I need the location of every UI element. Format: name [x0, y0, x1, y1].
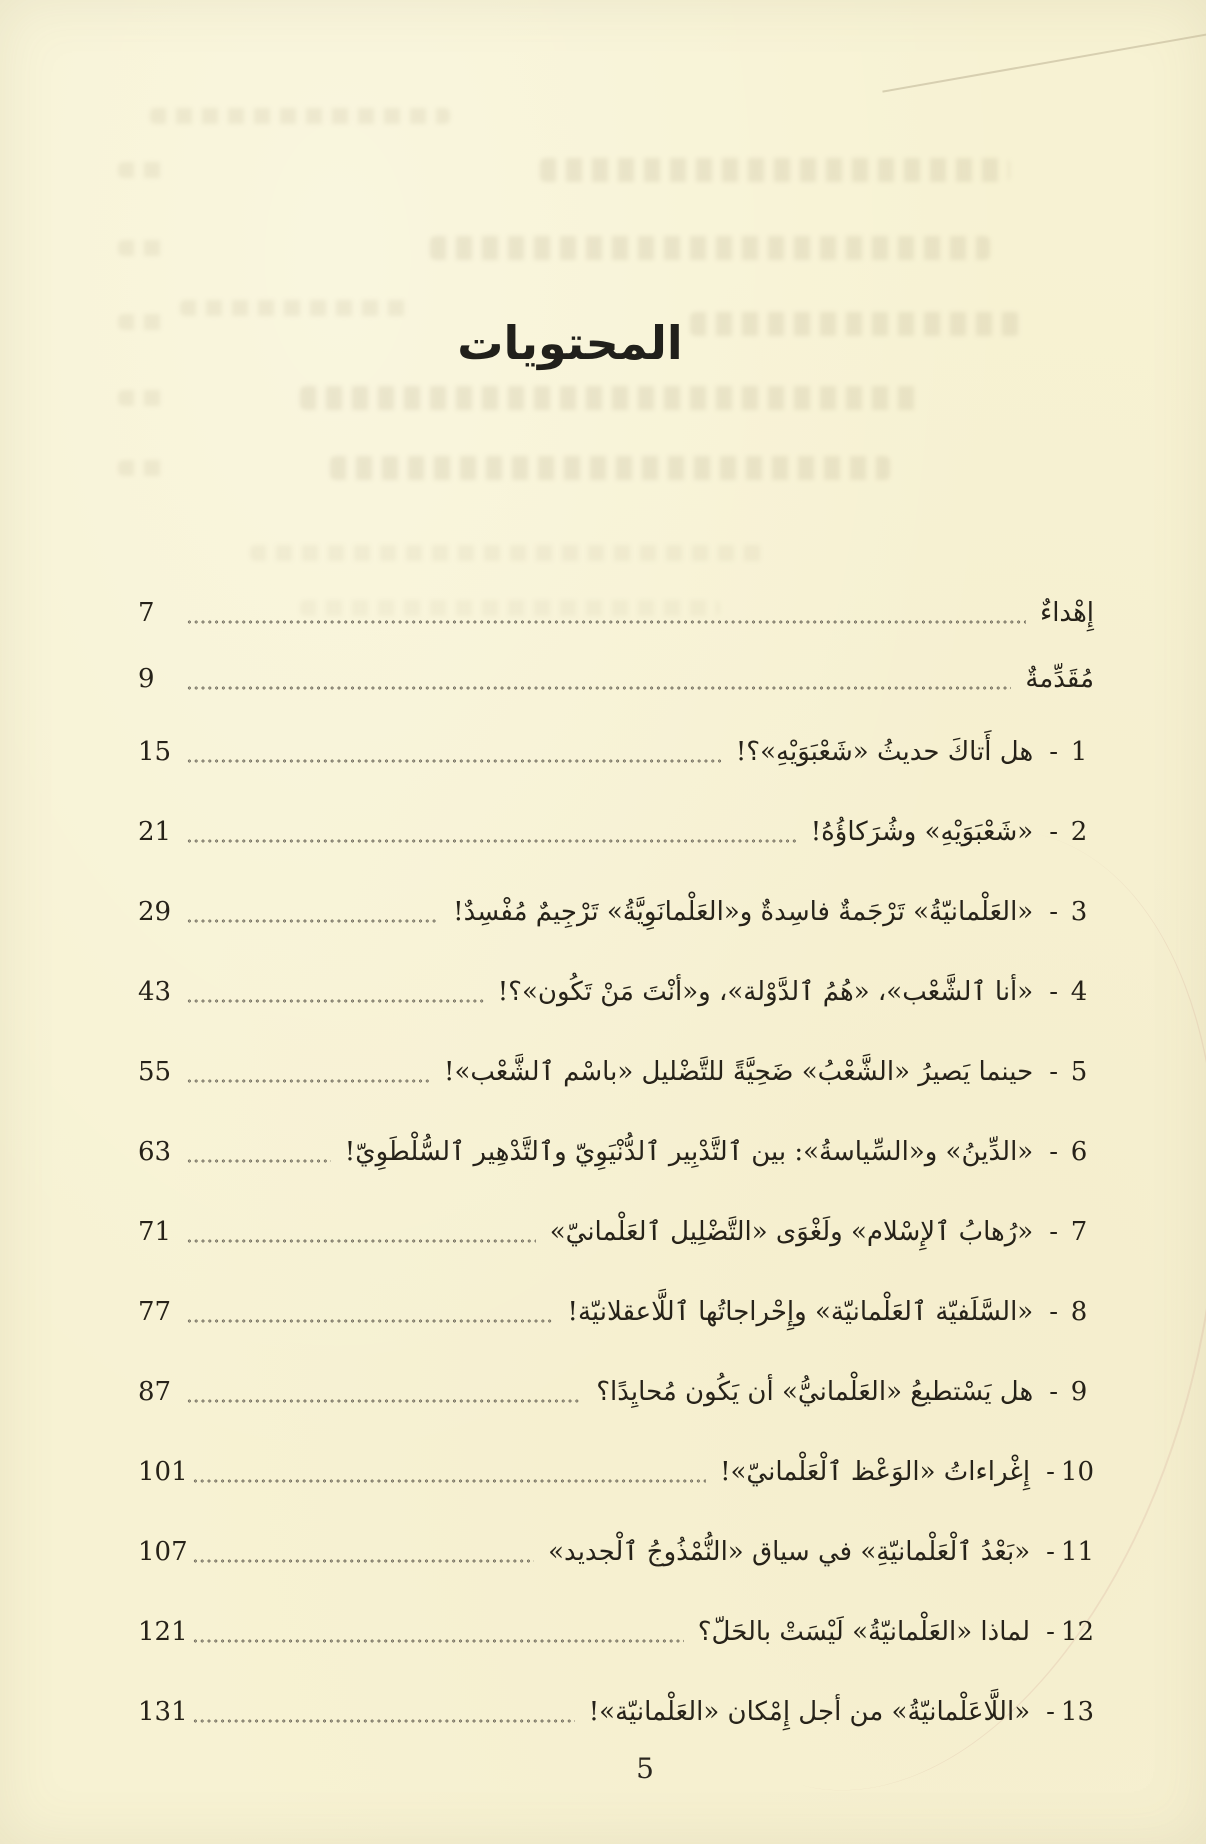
toc-list [0, 580, 1206, 1752]
bleed-through-line [300, 386, 920, 410]
chapter-dash: - [1049, 737, 1058, 767]
entry-label: هل يَسْتطيعُ «العَلْمانيُّ» أن يَكُون مُحايِدًا؟ [596, 1377, 1034, 1407]
chapter-dash: - [1049, 1217, 1058, 1247]
toc-row-chapter-5 [138, 1032, 1094, 1112]
chapter-dash: - [1046, 1617, 1055, 1647]
dot-leader [186, 683, 1011, 693]
chapter-number: 3 [1070, 897, 1088, 927]
toc-row-chapter-2 [138, 792, 1094, 872]
chapter-number: 7 [1070, 1217, 1088, 1247]
chapter-dash: - [1049, 1057, 1058, 1087]
toc-row-chapter-7 [138, 1192, 1094, 1272]
bleed-through-line [118, 162, 164, 178]
chapter-number: 6 [1070, 1137, 1088, 1167]
dot-leader [192, 1476, 706, 1486]
dot-leader [186, 1396, 582, 1406]
dot-leader [192, 1636, 684, 1646]
bleed-through-line [150, 108, 450, 124]
bleed-through-line [118, 390, 164, 406]
dot-leader [192, 1556, 535, 1566]
toc-row-introduction [138, 646, 1094, 712]
chapter-dash: - [1049, 1377, 1058, 1407]
entry-page-number: 21 [138, 817, 172, 847]
toc-row-chapter-9 [138, 1352, 1094, 1432]
toc-row-chapter-11 [138, 1512, 1094, 1592]
chapter-number: 13 [1060, 1697, 1094, 1727]
dot-leader [186, 916, 439, 926]
dot-leader [186, 1236, 536, 1246]
entry-label: «شَعْبَوَيْهِ» وشُرَكاؤُهُ! [810, 817, 1034, 847]
toc-row-chapter-12 [138, 1592, 1094, 1672]
entry-label: لماذا «العَلْمانيّةُ» لَيْسَتْ بالحَلّ؟ [697, 1617, 1031, 1647]
chapter-dash: - [1049, 1137, 1058, 1167]
toc-row-dedication [138, 580, 1094, 646]
toc-row-chapter-13 [138, 1672, 1094, 1752]
chapter-number: 9 [1070, 1377, 1088, 1407]
chapter-number: 1 [1070, 737, 1088, 767]
entry-label: «أنا ٱلشَّعْب»، «هُمُ ٱلدَّوْلة»، و«أنْتَ مَنْ تَكُون»؟! [497, 977, 1034, 1007]
entry-page-number: 71 [138, 1217, 172, 1247]
entry-label: «اللَّاعَلْمانيّةُ» من أجل إِمْكان «العَلْمانيّة»! [588, 1697, 1031, 1727]
entry-label: «بَعْدُ ٱلْعَلْمانيّةِ» في سياق «النُّمْذُوجُ ٱلْجديد» [548, 1537, 1031, 1567]
entry-label: «السَّلَفيّة ٱلعَلْمانيّة» وإِحْراجاتُها ٱللَّاعقلانيّة! [567, 1297, 1034, 1327]
entry-page-number: 15 [138, 737, 172, 767]
toc-row-chapter-6 [138, 1112, 1094, 1192]
dot-leader [186, 617, 1026, 627]
paper-crease [882, 33, 1206, 92]
entry-label: هل أَتاكَ حديثُ «شَعْبَوَيْهِ»؟! [735, 737, 1034, 767]
toc-row-chapter-3 [138, 872, 1094, 952]
toc-row-chapter-1 [138, 712, 1094, 792]
entry-label: مُقَدِّمةٌ [1025, 664, 1094, 694]
toc-row-chapter-8 [138, 1272, 1094, 1352]
dot-leader [186, 1076, 430, 1086]
bleed-through-line [118, 460, 164, 476]
entry-page-number: 131 [138, 1697, 188, 1727]
chapter-number: 8 [1070, 1297, 1088, 1327]
chapter-number: 12 [1060, 1617, 1094, 1647]
folio-page-number: 5 [636, 1752, 654, 1785]
entry-label: حينما يَصيرُ «الشَّعْبُ» ضَحِيَّةً للتَّضْليل «باسْم ٱلشَّعْب»! [444, 1057, 1034, 1087]
toc-row-chapter-4 [138, 952, 1094, 1032]
entry-page-number: 121 [138, 1617, 188, 1647]
chapter-dash: - [1046, 1457, 1055, 1487]
entry-label: «رُهابُ ٱلإِسْلام» ولَغْوَى «التَّضْلِيل ٱلعَلْمانيّ» [549, 1217, 1034, 1247]
entry-label: إِهْداءٌ [1039, 598, 1094, 628]
chapter-number: 5 [1070, 1057, 1088, 1087]
entry-page-number: 55 [138, 1057, 172, 1087]
entry-page-number: 9 [138, 664, 155, 694]
chapter-number: 2 [1070, 817, 1088, 847]
chapter-number: 11 [1060, 1537, 1094, 1567]
entry-label: «العَلْمانيّةُ» تَرْجَمةٌ فاسِدةٌ و«العَلْمانَوِيَّةُ» تَرْجِيمٌ مُفْسِدٌ! [453, 897, 1034, 927]
chapter-dash: - [1046, 1697, 1055, 1727]
bleed-through-line [540, 158, 1010, 182]
entry-label: إِغْراءاتُ «الوَعْظ ٱلْعَلْمانيّ»! [720, 1457, 1031, 1487]
chapter-number: 4 [1070, 977, 1088, 1007]
bleed-through-line [330, 456, 890, 480]
entry-page-number: 43 [138, 977, 172, 1007]
chapter-dash: - [1046, 1537, 1055, 1567]
dot-leader [186, 1316, 554, 1326]
page-title: المحتويات [457, 316, 683, 370]
bleed-through-line [430, 236, 990, 260]
entry-page-number: 77 [138, 1297, 172, 1327]
entry-page-number: 101 [138, 1457, 188, 1487]
dot-leader [186, 1156, 331, 1166]
chapter-dash: - [1049, 1297, 1058, 1327]
toc-row-chapter-10 [138, 1432, 1094, 1512]
dot-leader [192, 1716, 575, 1726]
entry-page-number: 87 [138, 1377, 172, 1407]
dot-leader [186, 996, 484, 1006]
entry-page-number: 7 [138, 598, 155, 628]
dot-leader [186, 836, 797, 846]
bleed-through-line [180, 300, 410, 316]
chapter-dash: - [1049, 817, 1058, 847]
bleed-through-line [118, 240, 164, 256]
dot-leader [186, 756, 722, 766]
entry-page-number: 107 [138, 1537, 188, 1567]
entry-page-number: 29 [138, 897, 172, 927]
entry-page-number: 63 [138, 1137, 172, 1167]
chapter-number: 10 [1060, 1457, 1094, 1487]
bleed-through-line [250, 545, 770, 561]
chapter-dash: - [1049, 897, 1058, 927]
chapter-dash: - [1049, 977, 1058, 1007]
entry-label: «الدِّينُ» و«السِّياسةُ»: بين ٱلتَّدْبِير ٱلدُّنْيَوِيّ وٱلتَّدْهِير ٱلسُّلْطَوِيّ! [344, 1137, 1034, 1167]
